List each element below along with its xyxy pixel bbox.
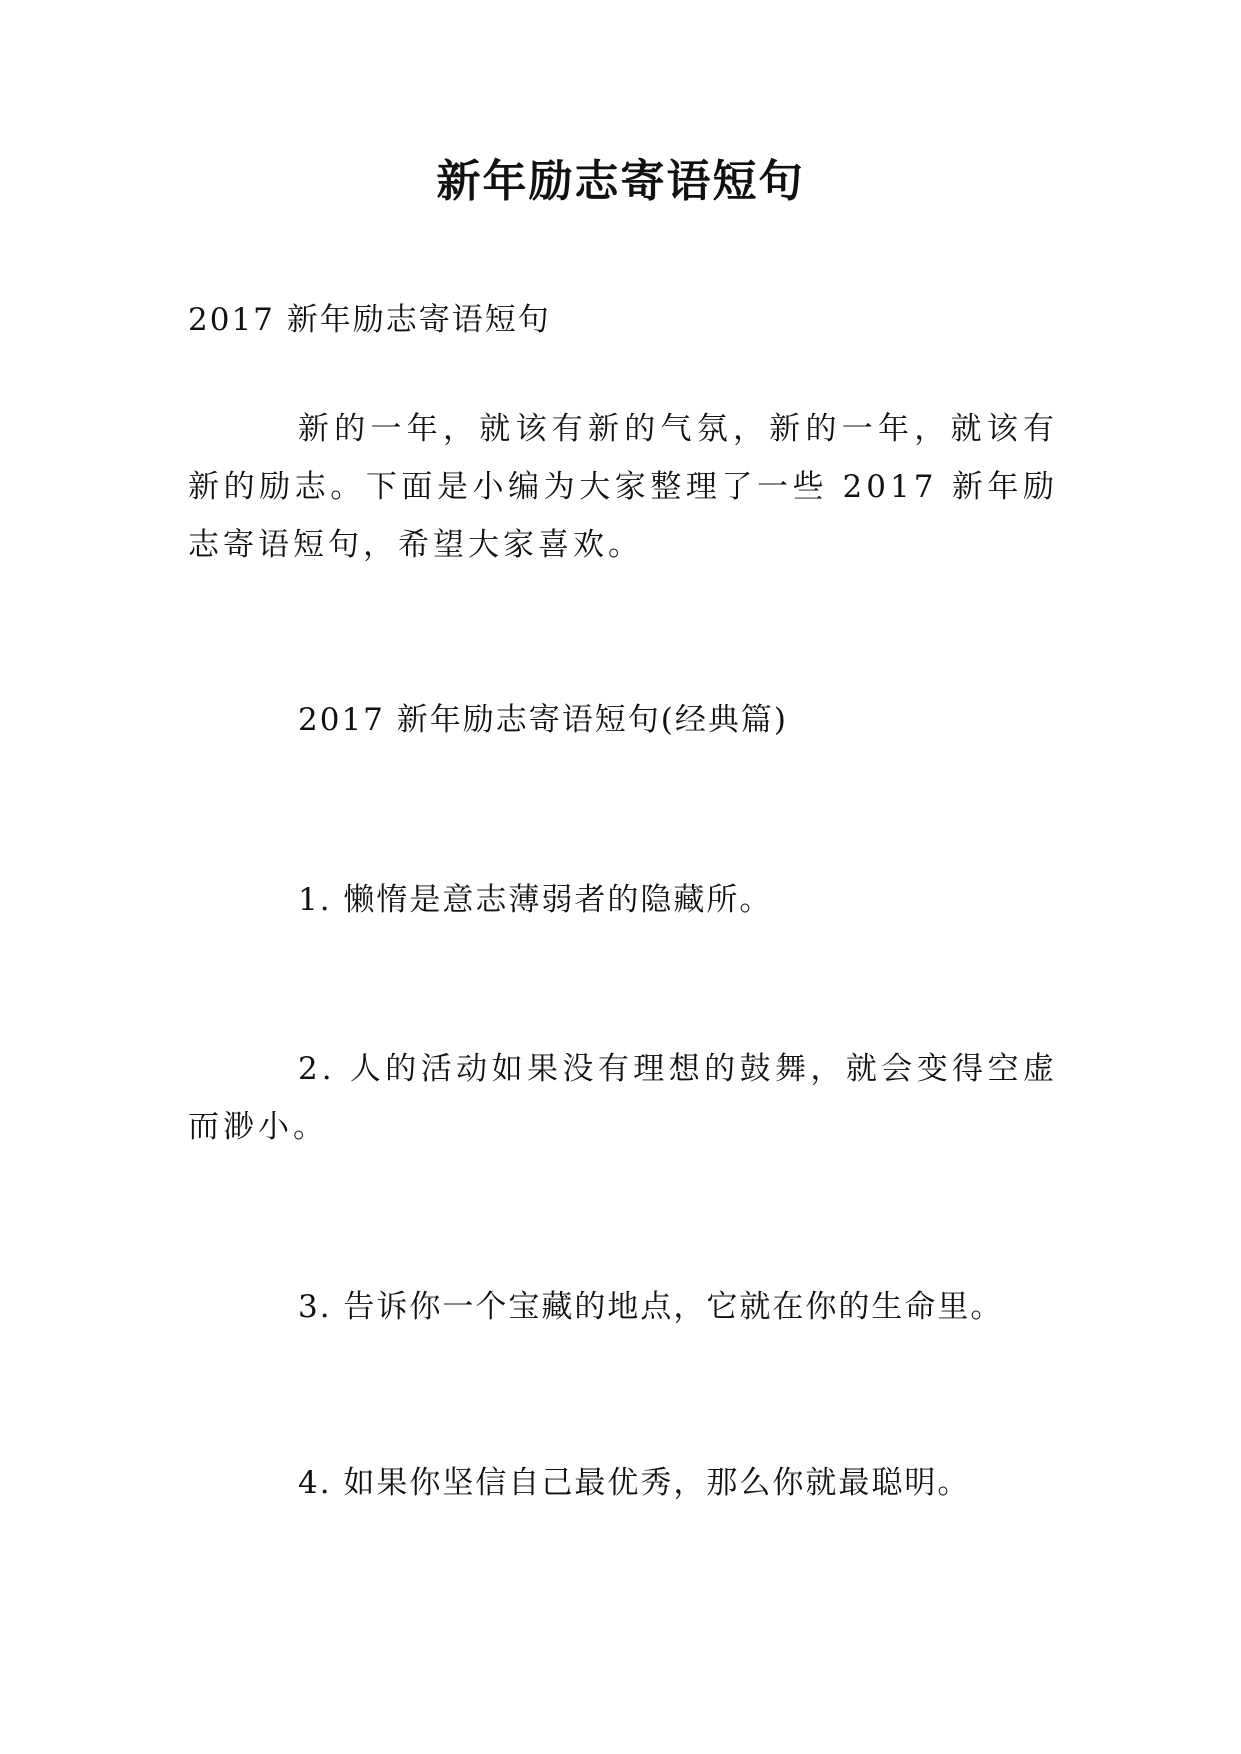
document-title: 新年励志寄语短句 [436, 156, 805, 207]
list-item: 3. 告诉你一个宝藏的地点，它就在你的生命里。 [298, 1289, 1004, 1325]
document-subtitle: 2017 新年励志寄语短句 [188, 302, 551, 338]
list-item: 4. 如果你坚信自己最优秀，那么你就最聪明。 [298, 1465, 971, 1501]
list-item: 2. 人的活动如果没有理想的鼓舞，就会变得空虚而渺小。 [188, 1051, 1058, 1145]
section-heading: 2017 新年励志寄语短句(经典篇) [298, 702, 788, 738]
intro-paragraph: 新的一年，就该有新的气氛，新的一年，就该有新的励志。下面是小编为大家整理了一些 2017 新年励志寄语短句，希望大家喜欢。 [188, 411, 1058, 563]
list-item: 1. 懒惰是意志薄弱者的隐藏所。 [298, 882, 773, 918]
